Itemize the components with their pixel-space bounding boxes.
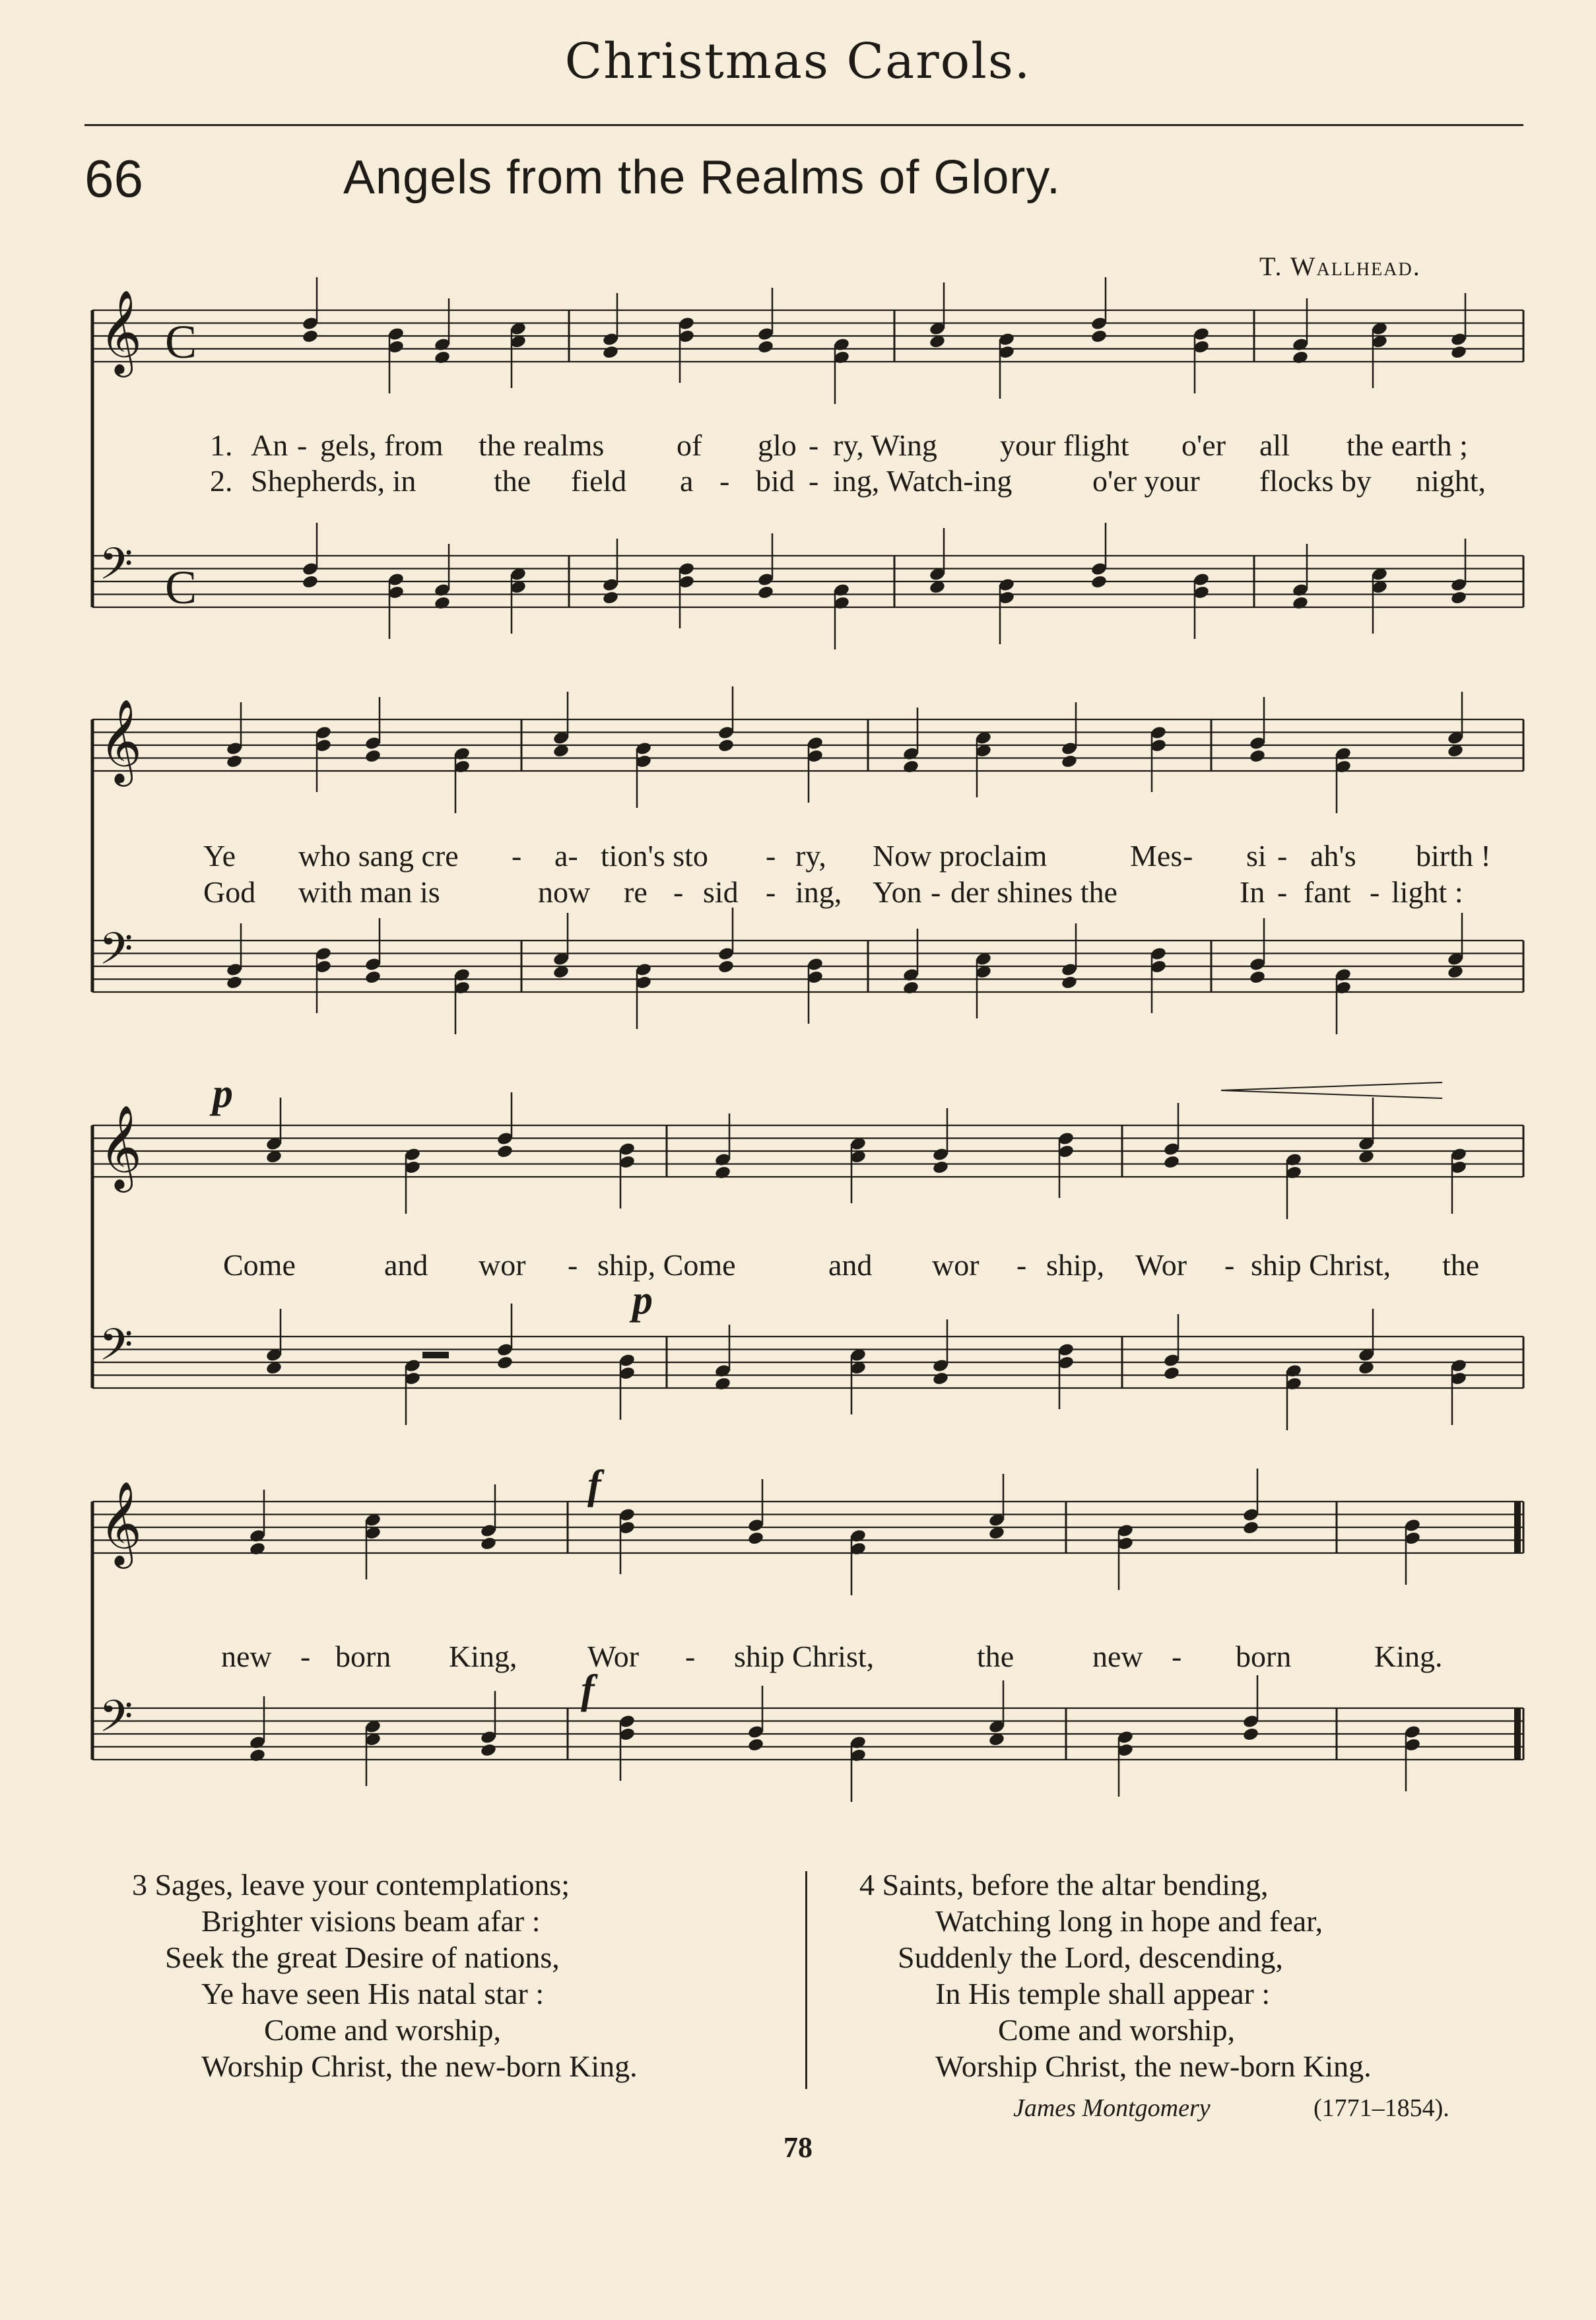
note-head (1249, 970, 1266, 985)
note-head (714, 1376, 731, 1391)
note-head (1242, 1520, 1259, 1535)
lyric: - (1016, 1248, 1027, 1282)
lyric: new (221, 1640, 272, 1673)
note-head (302, 329, 319, 344)
note-head (1061, 975, 1078, 990)
lyric: wor (479, 1248, 526, 1282)
note-head (434, 595, 451, 611)
lyric: Shepherds, in (251, 464, 416, 498)
lyric: your flight (1000, 428, 1129, 462)
note-head (1090, 574, 1108, 589)
lyric: ing, Watch-ing (833, 464, 1013, 498)
lyric: tion's sto (601, 839, 708, 873)
lyric: born (335, 1640, 391, 1673)
lyric: - (297, 428, 308, 462)
running-header: Christmas Carols. (564, 33, 1032, 90)
verse-line: Brighter visions beam afar : (201, 1904, 541, 1938)
lyric: and (828, 1248, 873, 1282)
lyric: o'er (1181, 428, 1226, 462)
lyric: God (203, 875, 256, 909)
treble-clef: 𝄞 (99, 1104, 143, 1189)
note-head (1163, 1154, 1180, 1170)
lyric: ship Christ, (1251, 1248, 1391, 1282)
bass-clef: 𝄢 (99, 1319, 133, 1381)
lyric: the (1442, 1248, 1480, 1282)
hymn-number: 66 (84, 149, 143, 208)
time-signature: C (165, 315, 197, 368)
lyric: born (1236, 1640, 1292, 1673)
lyric: - (719, 464, 730, 498)
lyric: a (680, 464, 694, 498)
note-head (364, 748, 382, 764)
lyric: sid (703, 875, 739, 909)
verse-line: Watching long in hope and fear, (935, 1904, 1323, 1938)
lyric: wor (932, 1248, 980, 1282)
note-head (717, 738, 735, 753)
lyric: 1. (210, 428, 233, 462)
author-name: James Montgomery (1013, 2094, 1211, 2122)
lyric: birth ! (1416, 839, 1491, 873)
lyric: a- (554, 839, 578, 873)
final-barline (1514, 1502, 1521, 1553)
lyric: gels, from (320, 428, 444, 462)
note-head (602, 590, 619, 605)
bass-clef: 𝄢 (99, 539, 133, 600)
lyric: In (1240, 875, 1265, 909)
lyric: ing, (795, 875, 842, 909)
lyric: 2. (210, 464, 233, 498)
lyric: - (1224, 1248, 1235, 1282)
composer-credit: T. Wallhead. (1259, 251, 1421, 281)
treble-clef: 𝄞 (99, 698, 143, 783)
lyric: King, (449, 1640, 517, 1673)
lyric: Wor (1135, 1248, 1187, 1282)
note-head (496, 1355, 514, 1370)
note-head (1292, 350, 1309, 365)
lyric: the realms (479, 428, 605, 462)
lyric: ah's (1310, 839, 1356, 873)
dynamic-forte-treble: f (587, 1463, 601, 1508)
note-head (932, 1160, 949, 1175)
verse-text: Saints, before the altar bending, (882, 1868, 1269, 1902)
lyric: night, (1416, 464, 1486, 498)
lyric: - (1172, 1640, 1182, 1673)
note-head (364, 970, 382, 985)
lyric: and (384, 1248, 428, 1282)
verse-line: Suddenly the Lord, descending, (898, 1940, 1283, 1974)
note-head (249, 1541, 266, 1556)
lyric: fant (1304, 875, 1351, 909)
lyric: ry, Wing (833, 428, 937, 462)
note-head (249, 1748, 266, 1763)
lyric: - (766, 875, 776, 909)
note-head (434, 350, 451, 365)
note-head (496, 1144, 514, 1159)
lyric: the (977, 1640, 1014, 1673)
lyric: Yon (873, 875, 922, 909)
lyric: - (1183, 839, 1193, 873)
note-head (717, 959, 735, 974)
note-head (902, 980, 919, 995)
note-head (757, 339, 774, 354)
final-barline (1514, 1708, 1521, 1760)
note-head (1292, 595, 1309, 611)
treble-clef: 𝄞 (99, 1480, 143, 1565)
note-head (1249, 748, 1266, 764)
author-years: (1771–1854). (1313, 2094, 1449, 2122)
note-head (602, 345, 619, 360)
note-head (226, 754, 243, 769)
lyric: field (571, 464, 627, 498)
dynamic-piano-treble: p (213, 1071, 233, 1116)
verse-4 (859, 1867, 1372, 2084)
time-signature: C (165, 561, 197, 614)
note-head (1450, 345, 1467, 360)
lyric: flocks by (1259, 464, 1372, 498)
verse-line (132, 1867, 638, 1903)
lyric: - (685, 1640, 696, 1673)
lyric: - (512, 839, 522, 873)
crescendo-hairpin (1221, 1082, 1442, 1098)
lyric: - (809, 464, 819, 498)
lyric: the earth ; (1347, 428, 1468, 462)
lyric: An (251, 428, 288, 462)
verse-line: Ye have seen His natal star : (201, 1977, 545, 2010)
lyric: - (809, 428, 819, 462)
lyric: - (1277, 875, 1288, 909)
verse-line: Worship Christ, the new-born King. (201, 2049, 638, 2083)
note-head (757, 585, 774, 600)
note-head (932, 1371, 949, 1386)
verse-number: 3 (132, 1868, 147, 1902)
lyric: bid (756, 464, 795, 498)
bass-clef: 𝄢 (99, 923, 133, 985)
note-head (302, 574, 319, 589)
lyric: - (1370, 875, 1380, 909)
lyric: Come (223, 1248, 296, 1282)
note-head (1163, 1366, 1180, 1381)
hymn-title: Angels from the Realms of Glory. (343, 151, 1061, 204)
treble-clef: 𝄞 (99, 289, 143, 374)
verse-3 (132, 1867, 638, 2084)
lyric: ship, (1046, 1248, 1105, 1282)
verse-line: Seek the great Desire of nations, (165, 1940, 560, 1974)
note-head (747, 1737, 764, 1752)
lyric: the (494, 464, 531, 498)
lyric: of (677, 428, 702, 462)
lyric: ship Christ, (734, 1640, 875, 1673)
verse-divider (805, 1871, 807, 2089)
note-head (1061, 754, 1078, 769)
lyric: re (624, 875, 648, 909)
lyric: King. (1374, 1640, 1443, 1673)
note-head (747, 1531, 764, 1546)
bass-clef: 𝄢 (99, 1691, 133, 1752)
verse-text: Sages, leave your contemplations; (154, 1868, 570, 1902)
lyric: all (1259, 428, 1290, 462)
lyric: - (300, 1640, 311, 1673)
lyric: light : (1391, 875, 1463, 909)
lyric: der shines the (950, 875, 1117, 909)
lyric: si (1246, 839, 1267, 873)
note-head (902, 759, 919, 774)
lyric: ship, Come (597, 1248, 736, 1282)
lyric: Now proclaim (873, 839, 1047, 873)
note-head (1242, 1727, 1259, 1742)
note-head (1090, 329, 1108, 344)
lyric: now (538, 875, 591, 909)
lyric: new (1092, 1640, 1143, 1673)
verse-line (859, 1867, 1372, 1903)
page-number: 78 (783, 2131, 813, 2164)
verse-line: In His temple shall appear : (935, 1977, 1271, 2010)
lyric: who sang cre (298, 839, 459, 873)
lyric: Ye (203, 839, 236, 873)
lyric: - (568, 1248, 578, 1282)
dynamic-piano-bass: p (632, 1278, 653, 1323)
rest (422, 1352, 449, 1358)
note-head (480, 1536, 497, 1551)
lyric: with man is (298, 875, 440, 909)
note-head (480, 1742, 497, 1758)
dynamic-forte-bass: f (581, 1667, 595, 1712)
lyric: - (931, 875, 941, 909)
lyric: o'er your (1092, 464, 1200, 498)
verse-line: Come and worship, (264, 2013, 502, 2047)
lyric: - (766, 839, 776, 873)
note-head (1450, 590, 1467, 605)
lyric: Wor (587, 1640, 640, 1673)
verse-line: Worship Christ, the new-born King. (935, 2049, 1372, 2083)
lyric: - (1277, 839, 1288, 873)
verse-number: 4 (859, 1868, 875, 1902)
lyric: - (673, 875, 684, 909)
lyric: Mes (1130, 839, 1183, 873)
lyric: glo (758, 428, 797, 462)
note-head (226, 975, 243, 990)
lyric: ry, (795, 839, 826, 873)
verse-line: Come and worship, (998, 2013, 1236, 2047)
note-head (714, 1165, 731, 1180)
